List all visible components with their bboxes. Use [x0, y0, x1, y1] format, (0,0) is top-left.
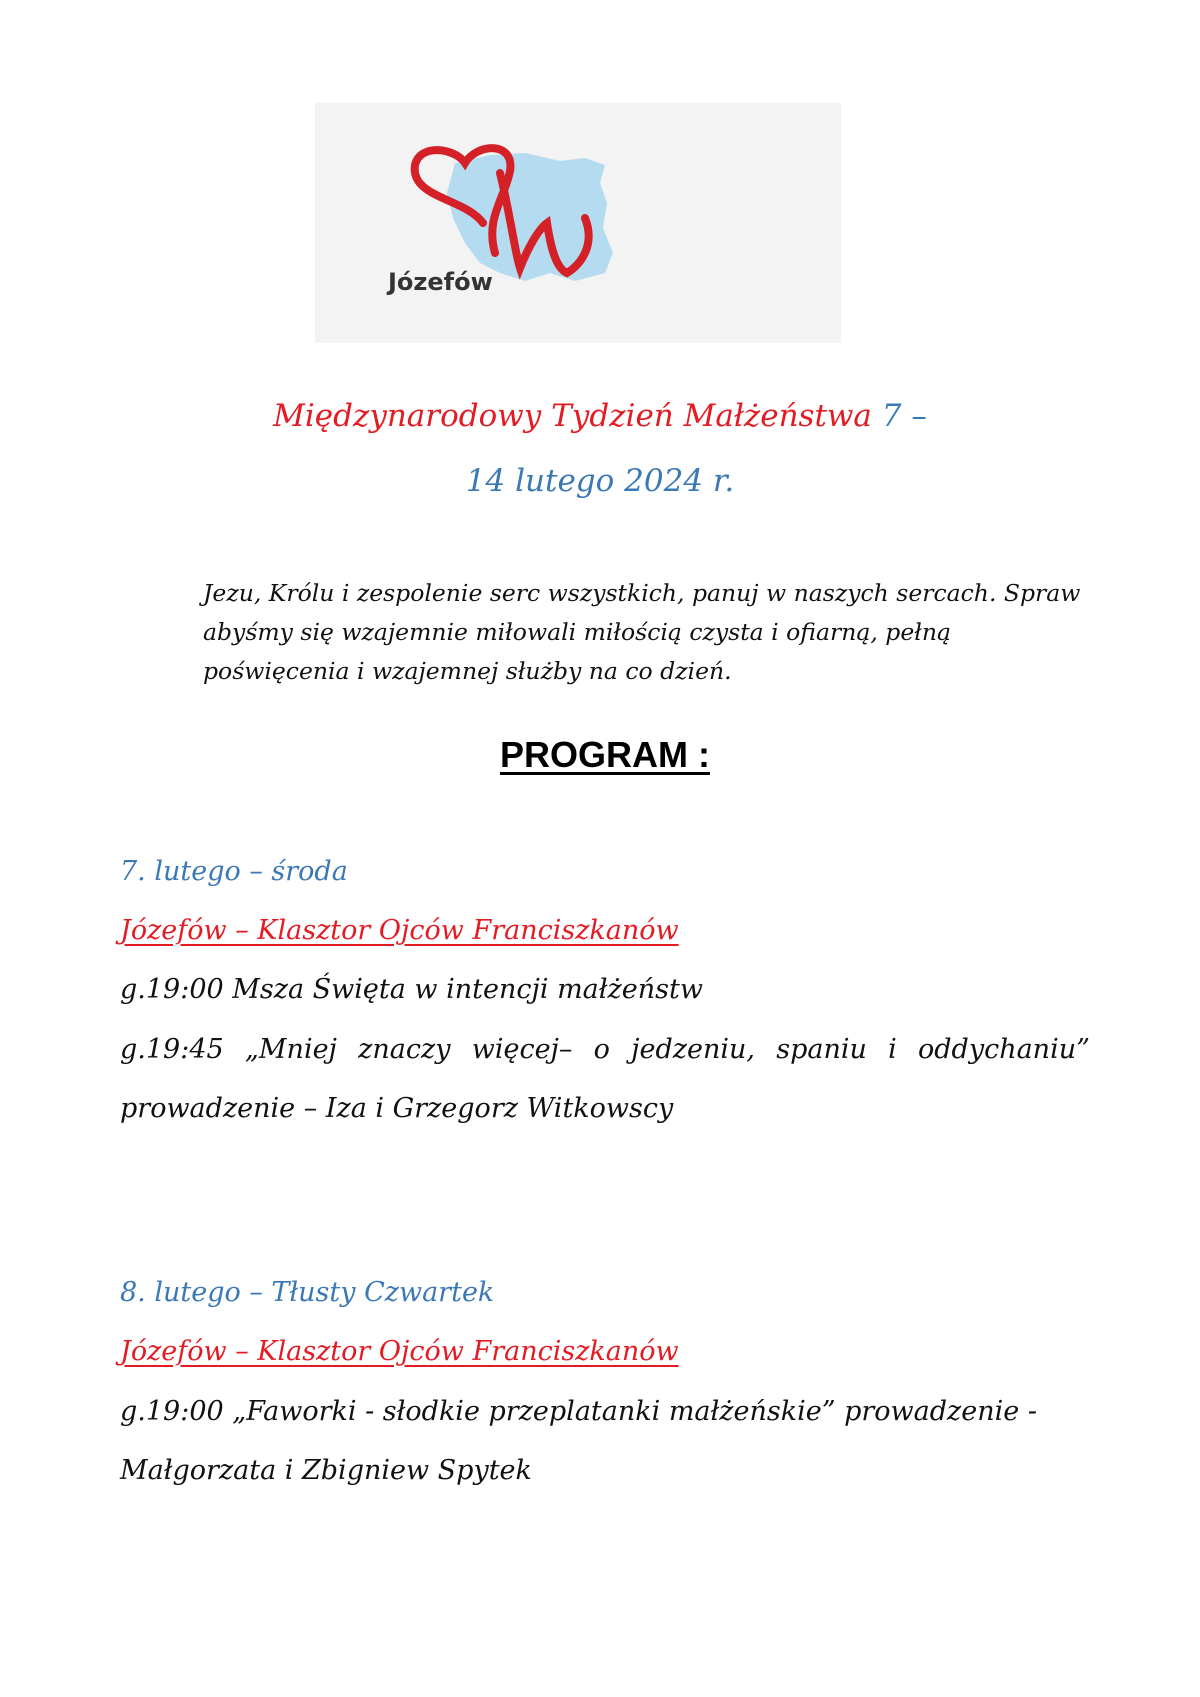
- day1-event2-word: o: [593, 1034, 610, 1065]
- day1-event2-word: oddychaniu”: [918, 1034, 1090, 1065]
- day2-event1-line2: Małgorzata i Zbigniew Spytek: [120, 1455, 532, 1486]
- logo-image: [315, 103, 841, 343]
- day1-event2-word: g.19:45: [120, 1034, 224, 1065]
- day1-location: Józefów – Klasztor Ojców Franciszkanów: [120, 915, 679, 946]
- day1-event2-word: „Mniej: [244, 1034, 337, 1065]
- day1-date: 7. lutego – środa: [120, 856, 348, 887]
- day1-event1: g.19:00 Msza Święta w intencji małżeństw: [120, 974, 703, 1005]
- day1-event2-word: jedzeniu,: [631, 1034, 755, 1065]
- program-heading: PROGRAM :: [500, 734, 710, 775]
- day1-event2-word: i: [888, 1034, 897, 1065]
- logo-box: [315, 103, 841, 343]
- day1-event2-word: spaniu: [776, 1034, 867, 1065]
- title-text-red: Międzynarodowy Tydzień Małżeństwa: [273, 398, 872, 434]
- day1-event2-word: znaczy: [358, 1034, 451, 1065]
- day2-event1: g.19:00 „Faworki - słodkie przeplatanki małżeńskie” prowadzenie -: [120, 1396, 1037, 1427]
- day1-event2-word: więcej–: [471, 1034, 573, 1065]
- logo-text: Józefów: [388, 268, 493, 296]
- day1-event2-line2: prowadzenie – Iza i Grzegorz Witkowscy: [120, 1093, 674, 1124]
- day2-date: 8. lutego – Tłusty Czwartek: [120, 1277, 495, 1308]
- day1-event2-line1: [120, 1034, 1090, 1065]
- day2-location: Józefów – Klasztor Ojców Franciszkanów: [120, 1336, 679, 1367]
- title-line-1: [0, 398, 1200, 434]
- title-line-2: 14 lutego 2024 r.: [465, 463, 735, 499]
- prayer-text: Jezu, Królu i zespolenie serc wszystkich, panuj w naszych sercach. Spraw abyśmy się wzajemnie miłowali miłością czysta i ofiarną, pełną poświęcenia i wzajemnej służby na co dzień.: [203, 579, 1081, 685]
- title-text-blue: 7 –: [871, 398, 927, 434]
